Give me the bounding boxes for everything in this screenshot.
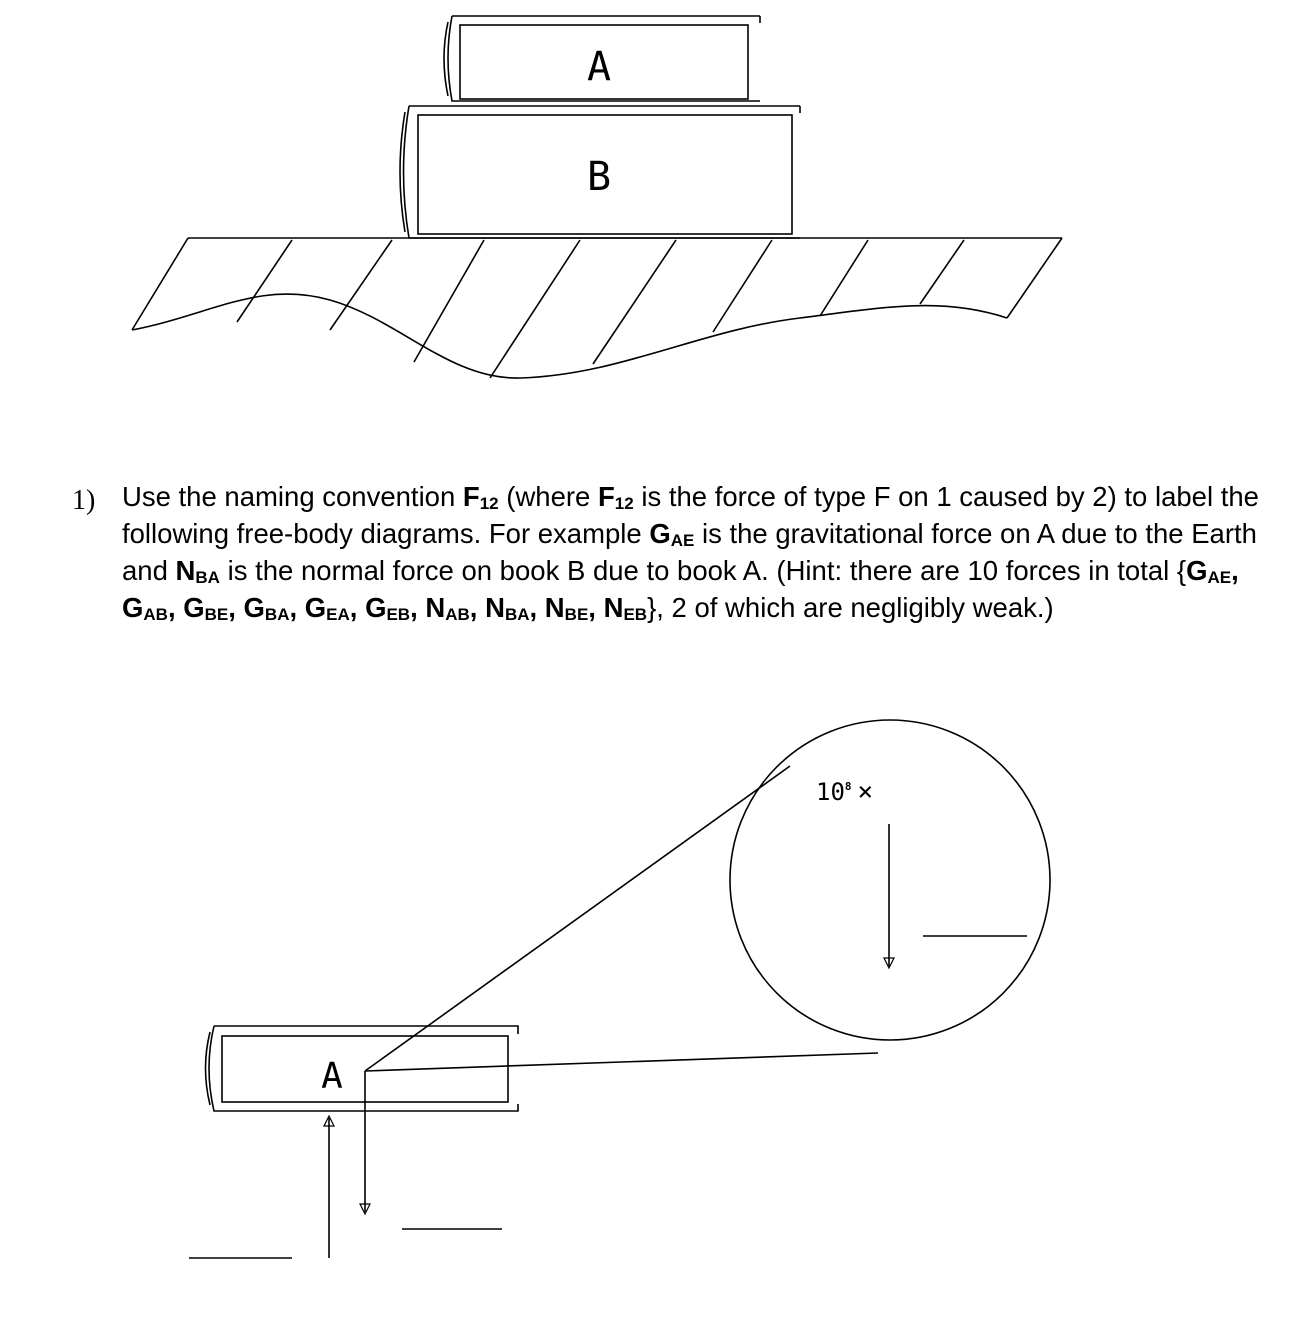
zoom-line-lower — [365, 1053, 878, 1071]
zoom-circle — [730, 720, 1050, 1040]
book-b-label: B — [586, 154, 612, 200]
force-item: $G_{EB}$, — [365, 592, 426, 624]
force-item: $G_{AE}$, — [1186, 555, 1239, 587]
free-body-diagram-a — [0, 700, 1290, 1300]
force-item: $N_{BE}$, — [544, 592, 604, 624]
force-item: $G_{BA}$, — [243, 592, 305, 624]
force-item: $N_{BA}$, — [485, 592, 545, 624]
book-a-label: A — [586, 44, 612, 90]
book-a-fbd — [206, 1026, 519, 1111]
book-a-fbd-label: A — [321, 1056, 343, 1097]
force-item: $G_{EA}$, — [304, 592, 366, 624]
ground-surface — [132, 238, 1062, 378]
force-item: $N_{AB}$, — [425, 592, 486, 624]
force-item: $N_{EB}$ — [603, 592, 648, 624]
force-item: $G_{BE}$, — [183, 592, 244, 624]
zoom-factor-label: $10^8$ × — [816, 777, 874, 807]
question-text: Use the naming convention $F_{12}$ (where $F_{12}$ is the force of type F on 1 caused by 2) to label the following free-body diagrams. For example $G_{AE}$ is the gravitational force on A due to the Earth and $N_{BA}$ is the normal force on book B due to book A. (Hint: there are 10 forces in total {$G_{AE}$, $G_{AB}$, $G_{BE}$, $G_{BA}$, $G_{EA}$, $G_{EB}$, $N_{AB}$, $N_{BA}$, $N_{BE}$, $N_{EB}$}, 2 of which are negligibly weak.) — [122, 481, 1259, 624]
force-item: $G_{AB}$, — [122, 592, 184, 624]
zoom-line-upper — [365, 766, 790, 1071]
stacked-books-figure — [0, 0, 1290, 400]
question-number: 1) — [72, 485, 96, 516]
